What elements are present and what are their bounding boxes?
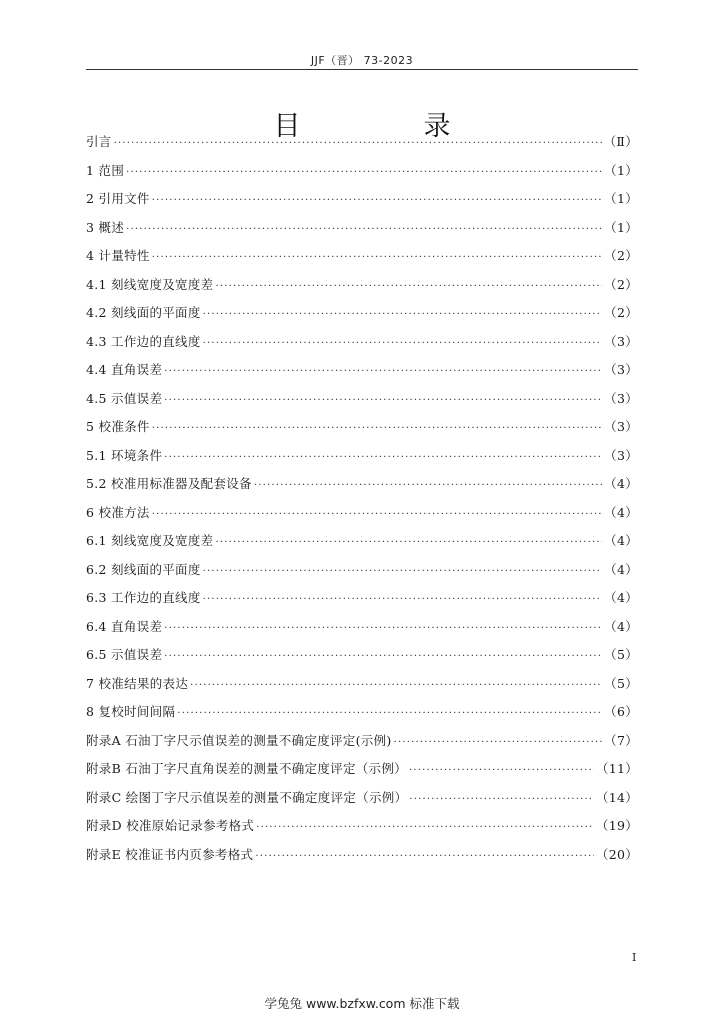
toc-entry-page: （4）: [604, 533, 638, 548]
toc-dot-leader: [126, 216, 602, 245]
toc-dot-leader: [409, 757, 594, 786]
toc-dot-leader: [164, 358, 602, 387]
toc-entry-page: （20）: [595, 846, 638, 862]
toc-entry[interactable]: [86, 442, 638, 471]
toc-entry-label: 5.1 环境条件: [86, 447, 163, 463]
toc-dot-leader: [152, 244, 602, 273]
toc-entry[interactable]: [86, 242, 638, 271]
toc-dot-leader: [164, 444, 602, 473]
toc-entry-page: （3）: [604, 419, 638, 434]
toc-dot-leader: [203, 558, 602, 587]
toc-entry[interactable]: [86, 157, 638, 186]
toc-dot-leader: [152, 415, 602, 444]
toc-entry-page: （3）: [604, 390, 638, 406]
toc-entry-page: （2）: [604, 248, 638, 263]
toc-dot-leader: [177, 700, 602, 729]
toc-entry-page: （1）: [604, 191, 638, 206]
toc-entry-page: （11）: [595, 761, 638, 776]
toc-entry[interactable]: [86, 584, 638, 613]
toc-entry-label: 1 范围: [86, 162, 125, 178]
toc-entry-page: （4）: [604, 590, 638, 605]
toc-entry-label: 6.2 刻线面的平面度: [86, 561, 201, 577]
toc-entry-label: 3 概述: [86, 219, 125, 235]
toc-entry-label: 4.3 工作边的直线度: [86, 333, 201, 349]
page-number: I: [632, 951, 637, 964]
toc-dot-leader: [254, 472, 602, 501]
document-code-header: JJF（晋） 73-2023: [310, 54, 414, 67]
toc-entry[interactable]: [86, 527, 638, 556]
toc-entry-page: （3）: [604, 362, 638, 377]
toc-entry-label: 附录A 石油丁字尺示值误差的测量不确定度评定(示例): [86, 732, 392, 748]
toc-dot-leader: [409, 786, 594, 815]
toc-entry[interactable]: [86, 413, 638, 442]
toc-entry-page: （4）: [604, 476, 638, 491]
toc-dot-leader: [164, 643, 602, 672]
toc-entry-page: （4）: [604, 504, 638, 520]
toc-entry-page: （4）: [604, 561, 638, 577]
toc-dot-leader: [203, 330, 602, 359]
toc-dot-leader: [164, 387, 602, 416]
toc-entry-page: （19）: [595, 818, 638, 833]
toc-entry[interactable]: [86, 812, 638, 841]
toc-entry-label: 附录E 校准证书内页参考格式: [86, 846, 254, 862]
toc-dot-leader: [215, 273, 602, 302]
toc-title: 目 录: [273, 111, 499, 143]
toc-entry-label: 4.5 示值误差: [86, 390, 163, 406]
toc-entry[interactable]: [86, 727, 638, 756]
toc-entry-label: 6 校准方法: [86, 504, 150, 520]
toc-dot-leader: [164, 615, 602, 644]
toc-entry-page: （Ⅱ）: [603, 134, 638, 149]
toc-entry-page: （1）: [604, 219, 638, 235]
toc-entry[interactable]: [86, 185, 638, 214]
toc-entry-page: （2）: [604, 276, 638, 292]
toc-entry[interactable]: [86, 641, 638, 670]
table-of-contents: [86, 128, 638, 869]
footer-watermark: 学兔兔 www.bzfxw.com 标准下载: [264, 996, 460, 1011]
toc-entry[interactable]: [86, 670, 638, 699]
toc-dot-leader: [114, 130, 602, 159]
toc-entry-label: 4 计量特性: [86, 248, 150, 263]
toc-entry-page: （5）: [604, 647, 638, 662]
toc-entry-label: 8 复校时间间隔: [86, 704, 176, 719]
toc-entry-page: （7）: [604, 732, 638, 748]
toc-entry[interactable]: [86, 470, 638, 499]
toc-entry[interactable]: [86, 299, 638, 328]
toc-entry[interactable]: [86, 328, 638, 357]
toc-entry-page: （3）: [604, 447, 638, 463]
toc-dot-leader: [215, 529, 602, 558]
toc-entry-label: 5.2 校准用标准器及配套设备: [86, 476, 252, 491]
toc-dot-leader: [190, 672, 602, 701]
toc-entry-page: （6）: [604, 704, 638, 719]
toc-entry-label: 6.4 直角误差: [86, 618, 163, 634]
toc-dot-leader: [152, 501, 602, 530]
toc-dot-leader: [126, 159, 602, 188]
toc-entry-label: 引言: [86, 134, 112, 149]
toc-dot-leader: [152, 187, 602, 216]
toc-dot-leader: [255, 843, 594, 872]
header-divider: [86, 69, 638, 70]
toc-entry[interactable]: [86, 841, 638, 870]
toc-entry[interactable]: [86, 698, 638, 727]
toc-entry[interactable]: [86, 385, 638, 414]
toc-entry-label: 6.1 刻线宽度及宽度差: [86, 533, 214, 548]
toc-entry-label: 4.2 刻线面的平面度: [86, 305, 201, 320]
toc-dot-leader: [394, 729, 603, 758]
toc-entry[interactable]: [86, 271, 638, 300]
toc-entry-label: 附录D 校准原始记录参考格式: [86, 818, 255, 833]
toc-entry-label: 7 校准结果的表达: [86, 675, 189, 691]
toc-entry-label: 2 引用文件: [86, 191, 150, 206]
toc-entry-page: （2）: [604, 305, 638, 320]
toc-dot-leader: [203, 301, 602, 330]
toc-entry[interactable]: [86, 613, 638, 642]
toc-entry-page: （3）: [604, 333, 638, 349]
toc-entry-label: 4.1 刻线宽度及宽度差: [86, 276, 214, 292]
toc-entry[interactable]: [86, 556, 638, 585]
toc-entry-label: 附录B 石油丁字尺直角误差的测量不确定度评定（示例）: [86, 761, 407, 776]
toc-entry[interactable]: [86, 784, 638, 813]
toc-entry[interactable]: [86, 499, 638, 528]
toc-entry-page: （1）: [604, 162, 638, 178]
toc-entry[interactable]: [86, 214, 638, 243]
toc-entry-label: 4.4 直角误差: [86, 362, 163, 377]
toc-dot-leader: [203, 586, 602, 615]
toc-entry-label: 5 校准条件: [86, 419, 150, 434]
toc-entry-page: （4）: [604, 618, 638, 634]
toc-entry-label: 6.5 示值误差: [86, 647, 163, 662]
toc-entry-label: 附录C 绘图丁字尺示值误差的测量不确定度评定（示例）: [86, 789, 408, 805]
toc-dot-leader: [256, 814, 594, 843]
toc-entry[interactable]: [86, 356, 638, 385]
toc-entry[interactable]: [86, 128, 638, 157]
toc-entry-page: （5）: [604, 675, 638, 691]
toc-entry-page: （14）: [595, 789, 638, 805]
toc-entry[interactable]: [86, 755, 638, 784]
toc-entry-label: 6.3 工作边的直线度: [86, 590, 201, 605]
